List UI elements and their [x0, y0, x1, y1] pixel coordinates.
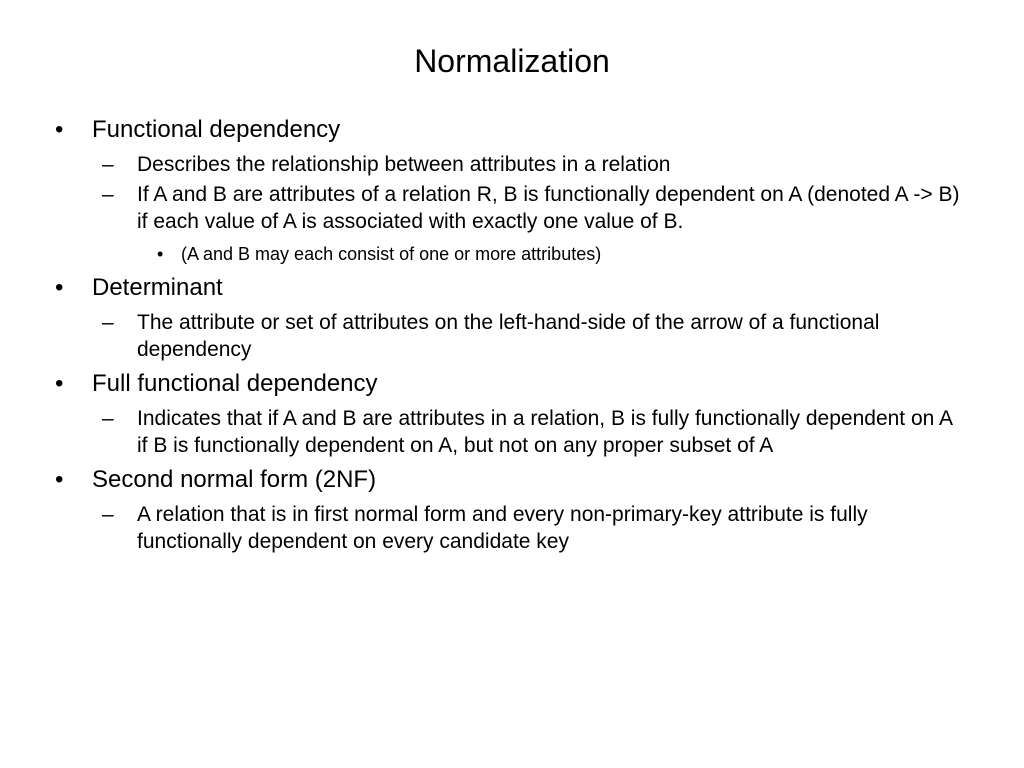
sub-bullet-text: Describes the relationship between attributes in a relation [137, 153, 671, 176]
bullet-mark: • [55, 466, 64, 493]
sub-bullet-item [0, 151, 1024, 178]
sub-bullet-text: The attribute or set of attributes on the left-hand-side of the arrow of a functional dependency [137, 311, 880, 361]
dash-mark: – [102, 183, 114, 206]
dash-mark: – [102, 503, 114, 526]
dash-mark: – [102, 153, 114, 176]
bullet-item [0, 274, 1024, 302]
sub-sub-bullet-item [0, 243, 1024, 265]
sub-bullet-item [0, 181, 1024, 235]
sub-bullet-text: A relation that is in first normal form and every non-primary-key attribute is fully functionally dependent on every candidate key [137, 503, 868, 553]
bullet-item [0, 466, 1024, 494]
sub-bullet-item [0, 405, 1024, 459]
bullet-mark: • [55, 370, 64, 397]
sub-bullet-item [0, 309, 1024, 363]
bullet-item [0, 116, 1024, 144]
small-bullet-mark: • [157, 244, 164, 264]
dash-mark: – [102, 407, 114, 430]
sub-bullet-text: If A and B are attributes of a relation R, B is functionally dependent on A (denoted A -> B) if each value of A is associated with exactly one value of B. [137, 183, 960, 233]
sub-bullet-item [0, 501, 1024, 555]
sub-sub-bullet-text: (A and B may each consist of one or more attributes) [181, 244, 602, 264]
bullet-mark: • [55, 274, 64, 301]
slide-content [0, 112, 1024, 555]
sub-bullet-text: Indicates that if A and B are attributes in a relation, B is fully functionally dependent on A if B is functionally dependent on A, but not on any proper subset of A [137, 407, 952, 457]
slide-title: Normalization [414, 43, 610, 79]
bullet-text: Second normal form (2NF) [92, 466, 377, 493]
bullet-text: Full functional dependency [92, 370, 378, 397]
bullet-text: Determinant [92, 274, 223, 301]
bullet-item [0, 370, 1024, 398]
dash-mark: – [102, 311, 114, 334]
bullet-mark: • [55, 116, 64, 143]
bullet-text: Functional dependency [92, 116, 341, 143]
